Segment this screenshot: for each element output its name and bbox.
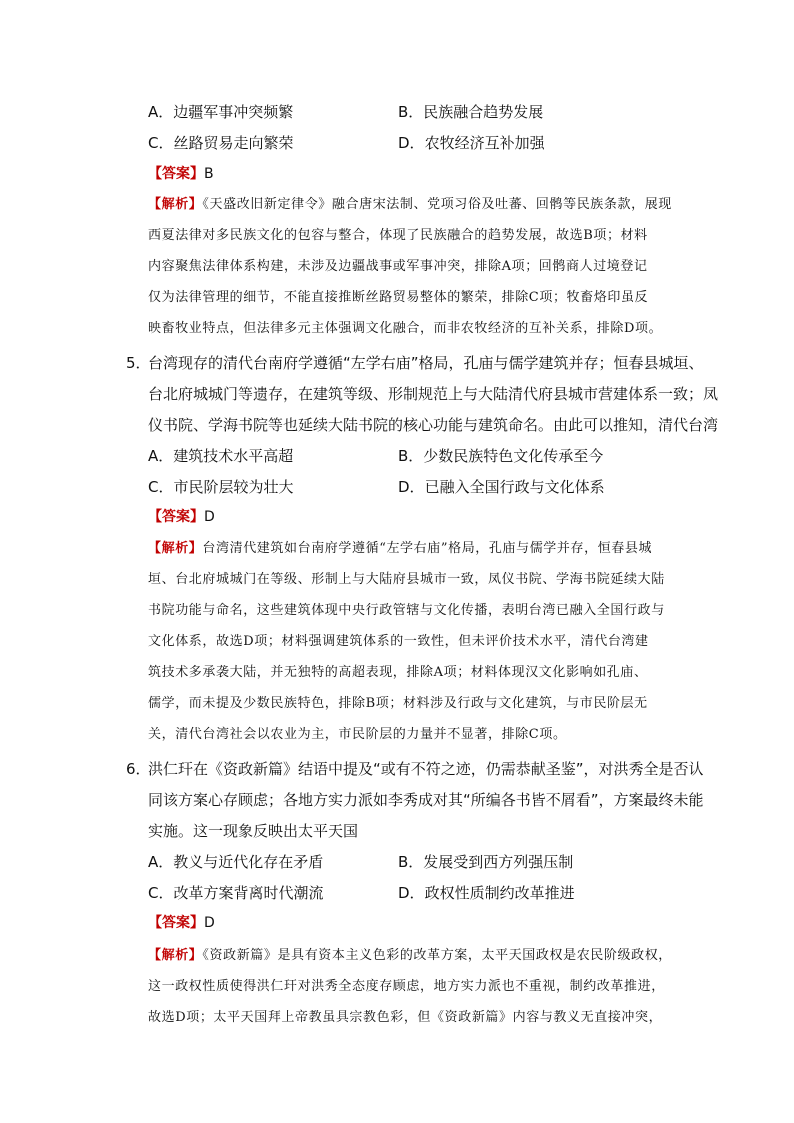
option-letter: D． <box>398 478 425 496</box>
option-letter: B． <box>398 447 424 465</box>
q6-stem-line: 实施。这一现象反映出太平天国 <box>148 822 359 840</box>
q4-option-a <box>148 101 293 123</box>
option-text: 边疆军事冲突频繁 <box>173 103 294 121</box>
q6-stem-line: 洪仁玕在《资政新篇》结语中提及“或有不符之迹，仍需恭献圣鉴”，对洪秀全是否认 <box>148 760 704 778</box>
q5-explanation <box>148 533 665 750</box>
q6-option-b <box>398 851 573 873</box>
option-letter: C． <box>148 884 174 902</box>
option-letter: A． <box>148 853 174 871</box>
q6-option-a <box>148 851 323 873</box>
option-letter: A． <box>148 103 174 121</box>
q4-explanation <box>148 189 672 344</box>
q5-option-a <box>148 445 293 467</box>
explain-line: 故选D项；太平天国拜上帝教虽具宗教色彩，但《资政新篇》内容与教义无直接冲突， <box>148 1010 663 1025</box>
answer-value: B <box>204 166 214 182</box>
explain-line: 垣、台北府城城门在等级、形制上与大陆府县城市一致，凤仪书院、学海书院延续大陆 <box>148 572 665 587</box>
option-letter: B． <box>398 853 424 871</box>
answer-tag: 【答案】 <box>148 915 204 931</box>
option-letter: C． <box>148 478 174 496</box>
explain-text: 《天盛改旧新定律令》融合唐宋法制、党项习俗及吐蕃、回鹘等民族条款，展现 <box>202 197 672 212</box>
q5-answer <box>148 507 215 527</box>
explain-tag: 【解析】 <box>148 948 203 963</box>
explain-text: 《资政新篇》是具有资本主义色彩的改革方案，太平天国政权是农民阶级政权， <box>202 948 672 963</box>
q4-option-d <box>398 132 545 154</box>
q6-answer <box>148 913 215 933</box>
explain-line: 关，清代台湾社会以农业为主，市民阶层的力量并不显著，排除C项。 <box>148 727 567 742</box>
q6-number: 6． <box>126 760 151 778</box>
answer-value: D <box>204 915 215 931</box>
option-text: 民族融合趋势发展 <box>423 103 544 121</box>
option-text: 丝路贸易走向繁荣 <box>173 134 294 152</box>
q5-stem-line: 仪书院、学海书院等也延续大陆书院的核心功能与建筑命名。由此可以推知，清代台湾 <box>148 416 719 434</box>
option-text: 教义与近代化存在矛盾 <box>173 853 324 871</box>
explain-text: 台湾清代建筑如台南府学遵循“左学右庙”格局，孔庙与儒学并存，恒春县城 <box>202 541 653 556</box>
q5-option-d <box>398 476 605 498</box>
explain-line <box>148 189 672 220</box>
option-letter: B． <box>398 103 424 121</box>
explain-tag: 【解析】 <box>148 541 203 556</box>
q4-option-c <box>148 132 294 154</box>
q4-answer <box>148 164 214 184</box>
option-text: 建筑技术水平高超 <box>173 447 294 465</box>
q6-explanation <box>148 940 672 1033</box>
explain-line: 映畜牧业特点，但法律多元主体强调文化融合，而非农牧经济的互补关系，排除D项。 <box>148 321 663 336</box>
option-text: 市民阶层较为壮大 <box>173 478 294 496</box>
explain-line: 儒学，而未提及少数民族特色，排除B项；材料涉及行政与文化建筑，与市民阶层无 <box>148 696 648 711</box>
option-letter: C． <box>148 134 174 152</box>
option-text: 改革方案背离时代潮流 <box>173 884 324 902</box>
option-text: 已融入全国行政与文化体系 <box>424 478 605 496</box>
option-letter: A． <box>148 447 174 465</box>
option-text: 发展受到西方列强压制 <box>423 853 574 871</box>
explain-line: 西夏法律对多民族文化的包容与整合，体现了民族融合的趋势发展，故选B项；材料 <box>148 228 648 243</box>
answer-value: D <box>204 509 215 525</box>
option-letter: D． <box>398 134 425 152</box>
answer-tag: 【答案】 <box>148 166 204 182</box>
explain-line <box>148 940 672 971</box>
explain-tag: 【解析】 <box>148 197 203 212</box>
q6-stem-line: 同该方案心存顾虑；各地方实力派如李秀成对其“所编各书皆不屑看”，方案最终未能 <box>148 791 704 809</box>
explain-line: 文化体系，故选D项；材料强调建筑体系的一致性，但未评价技术水平，清代台湾建 <box>148 634 649 649</box>
q5-number: 5． <box>126 354 151 372</box>
q5-stem-line: 台湾现存的清代台南府学遵循“左学右庙”格局，孔庙与儒学建筑并存；恒春县城垣、 <box>148 354 704 372</box>
q5-option-b <box>398 445 603 467</box>
explain-line: 筑技术多承袭大陆，并无独特的高超表现，排除A项；材料体现汉文化影响如孔庙、 <box>148 665 648 680</box>
answer-tag: 【答案】 <box>148 509 204 525</box>
q5-option-c <box>148 476 294 498</box>
option-letter: D． <box>398 884 425 902</box>
option-text: 政权性质制约改革推进 <box>424 884 575 902</box>
option-text: 少数民族特色文化传承至今 <box>423 447 604 465</box>
q5-stem-line: 台北府城城门等遗存，在建筑等级、形制规范上与大陆清代府县城市营建体系一致；凤 <box>148 385 719 403</box>
q6-option-c <box>148 882 324 904</box>
explain-line: 这一政权性质使得洪仁玕对洪秀全态度存顾虑，地方实力派也不重视，制约改革推进， <box>148 979 665 994</box>
option-text: 农牧经济互补加强 <box>424 134 545 152</box>
explain-line: 书院功能与命名，这些建筑体现中央行政管辖与文化传播，表明台湾已融入全国行政与 <box>148 603 665 618</box>
q4-option-b <box>398 101 543 123</box>
explain-line: 仅为法律管理的细节，不能直接推断丝路贸易整体的繁荣，排除C项；牧畜烙印虽反 <box>148 290 649 305</box>
q6-option-d <box>398 882 575 904</box>
explain-line <box>148 533 665 564</box>
explain-line: 内容聚焦法律体系构建，未涉及边疆战事或军事冲突，排除A项；回鹘商人过境登记 <box>148 259 648 274</box>
